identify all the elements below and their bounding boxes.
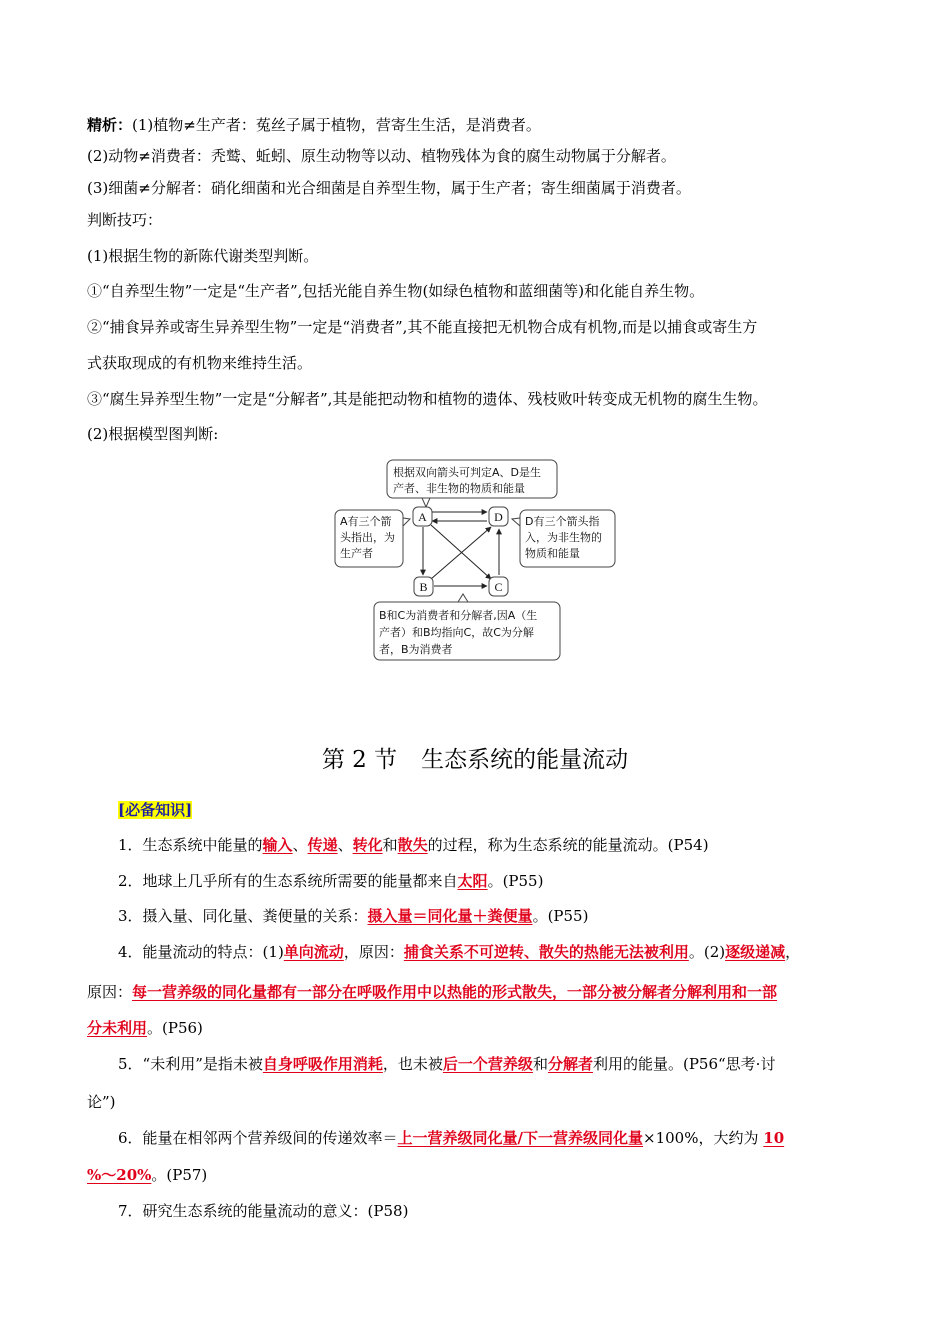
text-segment: 5．“未利用”是指未被: [118, 1055, 263, 1073]
item-4-line-2: [87, 982, 777, 1002]
text-segment: 2．地球上几乎所有的生态系统所需要的能量都来自: [118, 872, 458, 890]
text-segment: 4．能量流动的特点：(1): [118, 943, 284, 961]
text-segment: 。(P56): [147, 1019, 203, 1037]
right-callout-line-2: 入，为非生物的: [525, 531, 602, 544]
keyword: 每一营养级的同化量都有一部分在呼吸作用中以热能的形式散失，一部分被分解者分解利用和一部: [132, 983, 778, 1001]
analysis-label: 精析：: [87, 116, 133, 134]
left-callout-line-2: 头指出，为: [340, 531, 395, 544]
text-segment: 。(P55): [487, 872, 544, 890]
text-segment: ，原因：: [343, 943, 404, 961]
keyword: 散失: [397, 836, 428, 854]
text-segment: 。(2): [688, 943, 726, 961]
node-b-label: B: [419, 580, 428, 594]
keyword: %～20%: [87, 1166, 152, 1184]
text-segment: 6．能量在相邻两个营养级间的传递效率＝: [118, 1129, 398, 1147]
left-callout-line-1: A有三个箭: [340, 515, 392, 528]
item-6-line-1: [118, 1128, 784, 1148]
text-segment: 1．生态系统中能量的: [118, 836, 263, 854]
required-knowledge-tag: [必备知识]: [118, 801, 193, 819]
tip-5: (2)根据模型图判断:: [87, 425, 219, 443]
text-segment: ，也未被: [382, 1055, 443, 1073]
analysis-line-1: [87, 115, 541, 135]
item-5-line-2: 论”): [87, 1093, 116, 1111]
text-segment: 和: [532, 1055, 548, 1073]
tip-3-line-1: ②“捕食异养或寄生异养型生物”一定是“消费者”,其不能直接把无机物合成有机物,而是以捕食或寄生方: [87, 318, 758, 336]
tips-heading: 判断技巧：: [87, 211, 163, 229]
tip-3-line-2: 式获取现成的有机物来维持生活。: [87, 354, 313, 372]
bottom-callout-line-2: 产者）和B均指向C，故C为分解: [379, 626, 534, 639]
keyword: 摄入量＝同化量＋粪便量: [367, 907, 533, 925]
section-number: 第 2 节: [321, 747, 398, 773]
right-callout-line-1: D有三个箭头指: [525, 515, 600, 528]
top-callout-line-2: 产者、非生物的物质和能量: [393, 482, 525, 495]
left-callout-line-3: 生产者: [340, 547, 373, 560]
text-segment: 、: [337, 836, 353, 854]
keyword: 后一个营养级: [442, 1055, 533, 1073]
right-callout-line-3: 物质和能量: [525, 547, 580, 560]
top-callout-line-1: 根据双向箭头可判定A、D是生: [393, 466, 541, 479]
text-segment: 原因：: [87, 983, 133, 1001]
keyword: 单向流动: [283, 943, 344, 961]
required-knowledge-row: [118, 800, 192, 820]
analysis-p3: (3)细菌≠分解者：硝化细菌和光合细菌是自养型生物，属于生产者；寄生细菌属于消费者。: [87, 179, 691, 197]
keyword: 上一营养级同化量/下一营养级同化量: [397, 1129, 644, 1147]
keyword: 转化: [352, 836, 383, 854]
keyword: 捕食关系不可逆转、散失的热能无法被利用: [403, 943, 689, 961]
bottom-callout-line-3: 者，B为消费者: [379, 643, 453, 656]
tip-1: (1)根据生物的新陈代谢类型判断。: [87, 247, 319, 265]
item-1: [118, 835, 709, 855]
section-title: [0, 741, 950, 774]
section-title-text: 生态系统的能量流动: [421, 747, 629, 773]
text-segment: 、: [292, 836, 308, 854]
keyword: 分解者: [547, 1055, 593, 1073]
text-segment: ×100%，大约为: [643, 1129, 764, 1147]
text-segment: 。(P57): [151, 1166, 208, 1184]
text-segment: 3．摄入量、同化量、粪便量的关系：: [118, 907, 368, 925]
tip-4: ③“腐生异养型生物”一定是“分解者”,其是能把动物和植物的遗体、残枝败叶转变成无机物的腐生生物。: [87, 390, 768, 408]
keyword: 自身呼吸作用消耗: [262, 1055, 383, 1073]
analysis-p1: (1)植物≠生产者：菟丝子属于植物，营寄生生活，是消费者。: [132, 116, 541, 134]
bottom-callout-line-1: B和C为消费者和分解者,因A（生: [379, 609, 538, 622]
item-4-line-1: [118, 942, 800, 962]
keyword: 分未利用: [87, 1019, 148, 1037]
text-segment: 的过程，称为生态系统的能量流动。(P54): [427, 836, 709, 854]
tip-2: ①“自养型生物”一定是“生产者”,包括光能自养生物(如绿色植物和蓝细菌等)和化能自养生物。: [87, 282, 705, 300]
keyword: 太阳: [457, 872, 488, 890]
keyword: 10: [763, 1129, 785, 1147]
item-3: [118, 906, 588, 926]
keyword: 输入: [262, 836, 293, 854]
item-7: 7．研究生态系统的能量流动的意义：(P58): [118, 1202, 409, 1220]
item-4-line-3: [87, 1018, 203, 1038]
node-c-label: C: [494, 580, 503, 594]
keyword: 逐级递减: [725, 943, 786, 961]
text-segment: 。(P55): [532, 907, 589, 925]
item-6-line-2: [87, 1165, 207, 1185]
text-segment: 和: [382, 836, 398, 854]
analysis-p2: (2)动物≠消费者：秃鹫、蚯蚓、原生动物等以动、植物残体为食的腐生动物属于分解者。: [87, 147, 676, 165]
item-5-line-1: [118, 1054, 775, 1074]
item-2: [118, 871, 543, 891]
node-a-label: A: [418, 510, 427, 524]
node-d-label: D: [494, 510, 503, 524]
text-segment: 利用的能量。(P56“思考·讨: [592, 1055, 776, 1073]
text-segment: ，: [785, 943, 801, 961]
keyword: 传递: [307, 836, 338, 854]
ecosystem-model-diagram: [330, 455, 630, 665]
